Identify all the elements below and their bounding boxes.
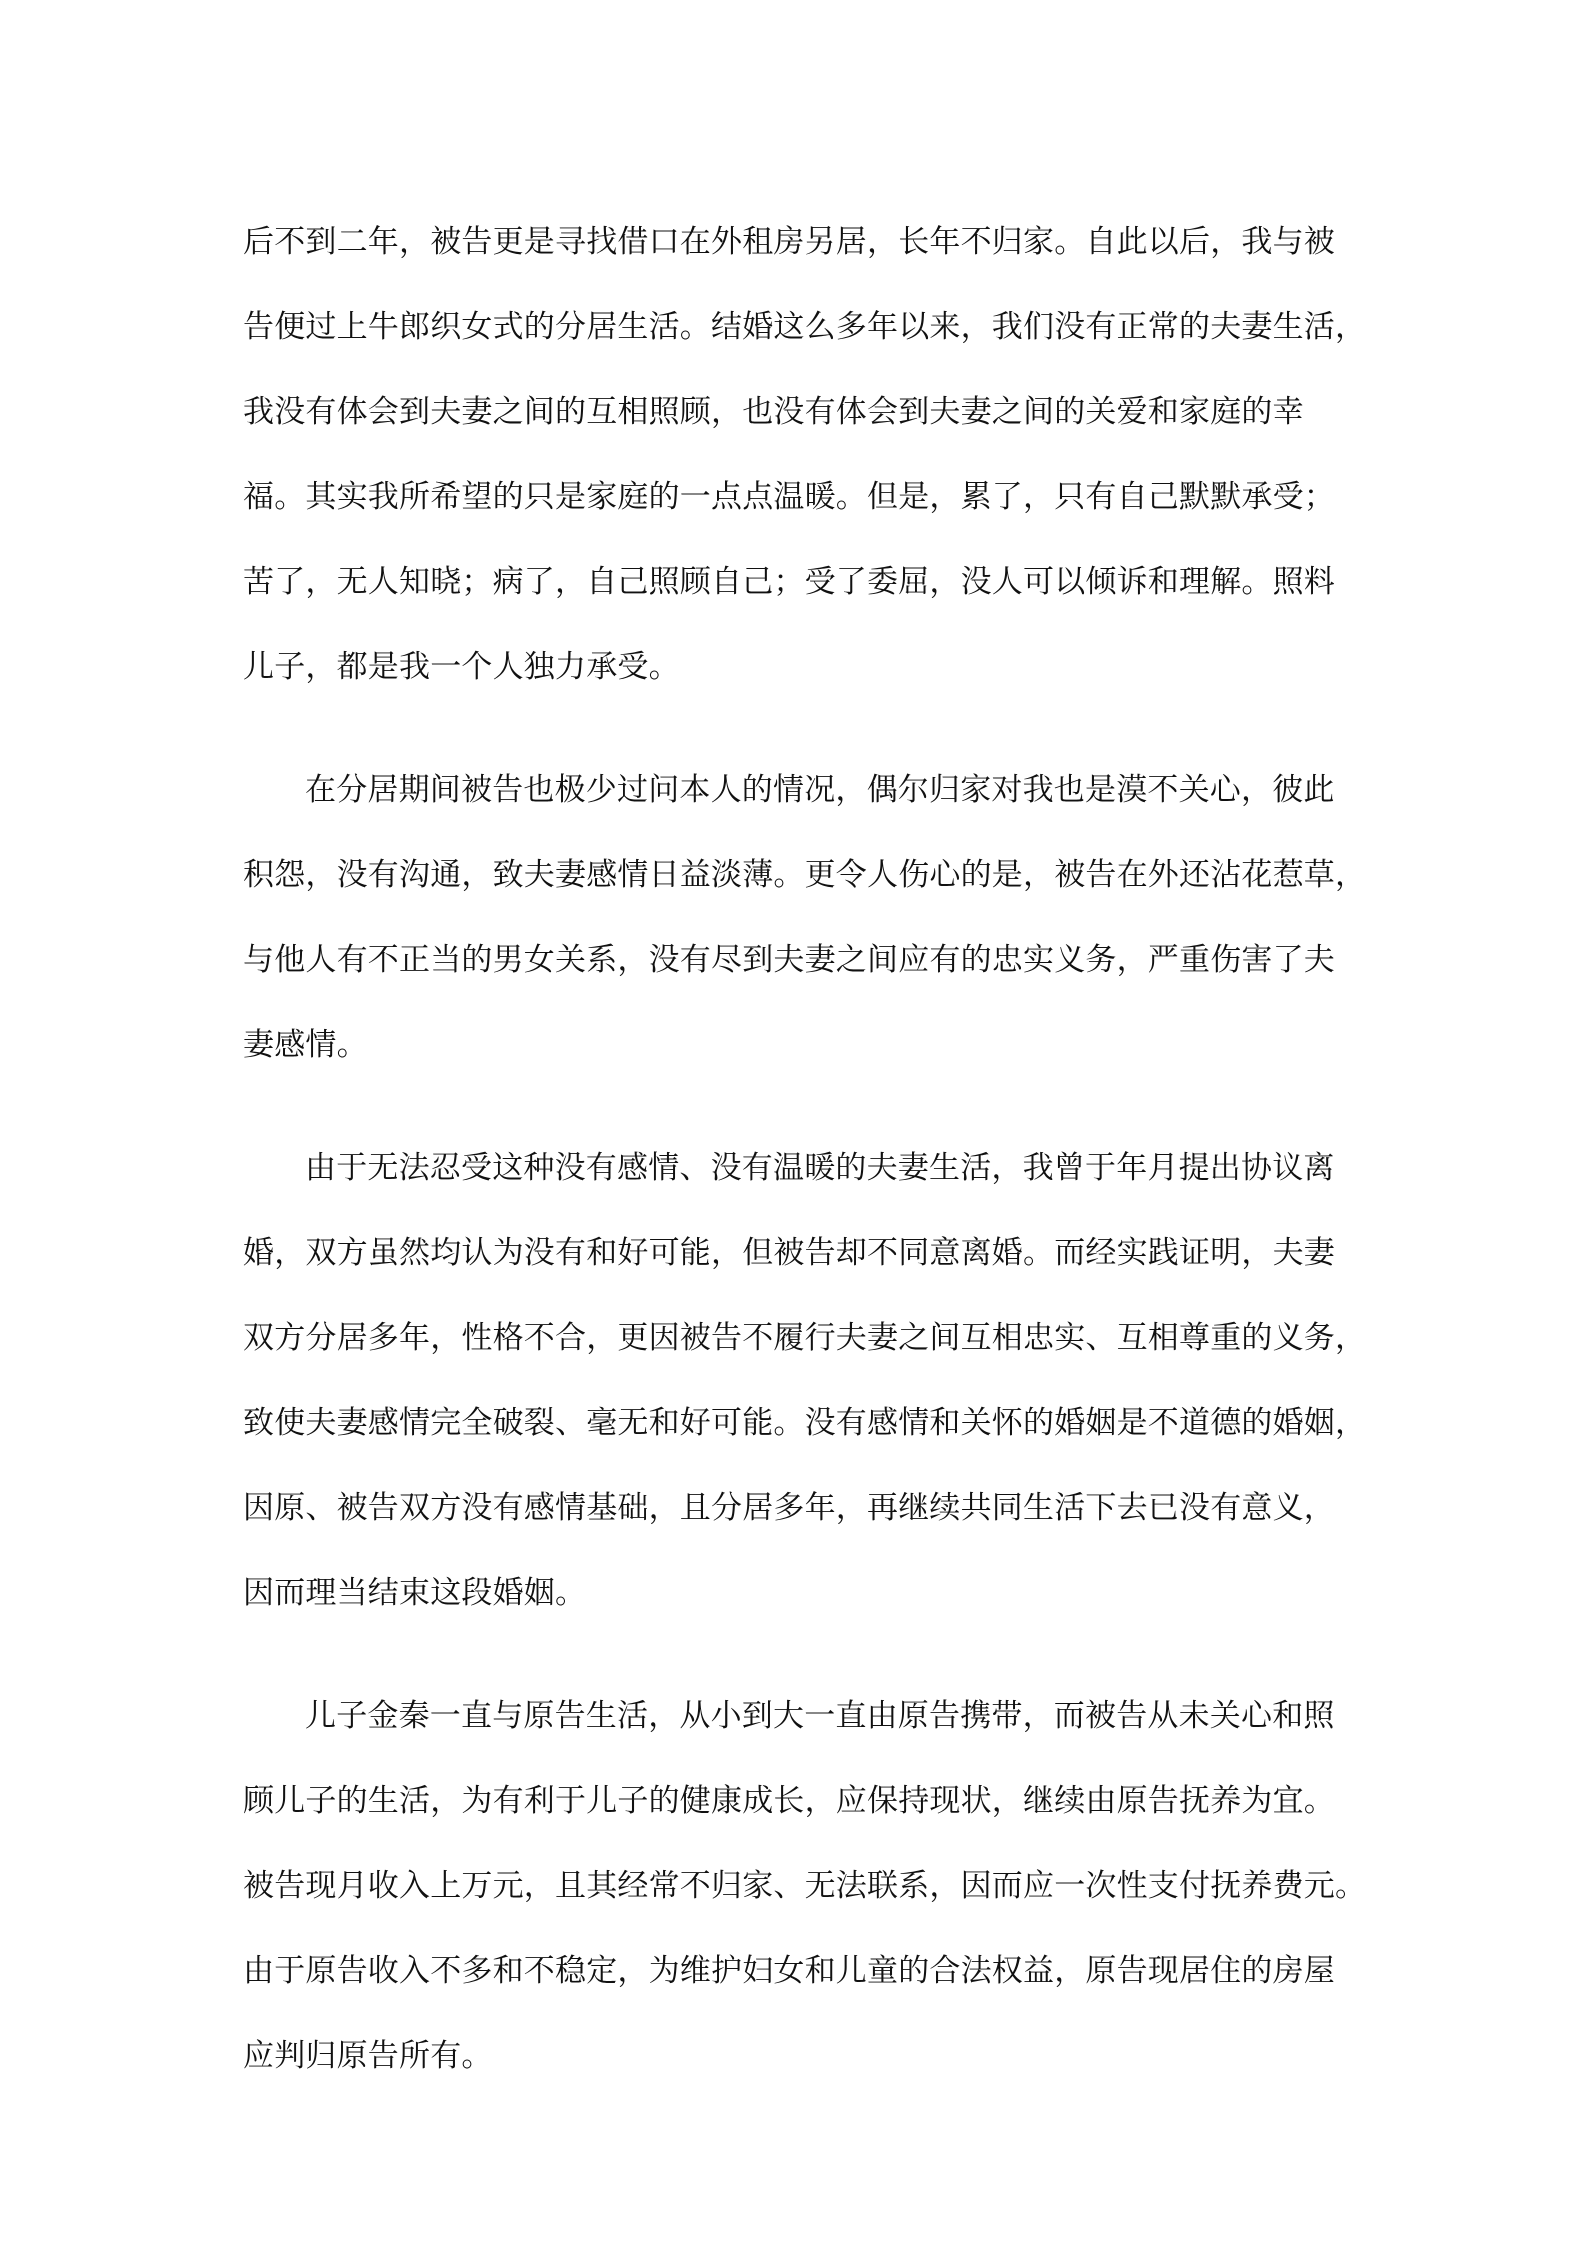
- text-line: 妻感情。: [243, 1027, 368, 1063]
- text-line: 由于原告收入不多和不稳定，为维护妇女和儿童的合法权益，原告现居住的房屋: [243, 1953, 1335, 1989]
- text-line: 儿子，都是我一个人独力承受。: [243, 649, 680, 685]
- text-line: 因而理当结束这段婚姻。: [243, 1575, 587, 1611]
- text-line: 我没有体会到夫妻之间的互相照顾，也没有体会到夫妻之间的关爱和家庭的幸: [243, 394, 1304, 430]
- paragraph-4: [243, 1674, 1367, 2099]
- text-line: 儿子金秦一直与原告生活，从小到大一直由原告携带，而被告从未关心和照: [305, 1698, 1335, 1734]
- text-line: 婚，双方虽然均认为没有和好可能，但被告却不同意离婚。而经实践证明，夫妻: [243, 1235, 1335, 1271]
- text-line: 因原、被告双方没有感情基础，且分居多年，再继续共同生活下去已没有意义，: [243, 1490, 1335, 1526]
- text-line: 苦了，无人知晓；病了，自己照顾自己；受了委屈，没人可以倾诉和理解。照料: [243, 564, 1335, 600]
- text-line: 顾儿子的生活，为有利于儿子的健康成长，应保持现状，继续由原告抚养为宜。: [243, 1783, 1335, 1819]
- text-line: 告便过上牛郎织女式的分居生活。结婚这么多年以来，我们没有正常的夫妻生活，: [243, 309, 1367, 345]
- paragraph-1: [243, 200, 1367, 710]
- document-body: [243, 200, 1367, 2099]
- text-line: 与他人有不正当的男女关系，没有尽到夫妻之间应有的忠实义务，严重伤害了夫: [243, 942, 1335, 978]
- text-line: 由于无法忍受这种没有感情、没有温暖的夫妻生活，我曾于年月提出协议离: [305, 1150, 1335, 1186]
- text-line: 被告现月收入上万元，且其经常不归家、无法联系，因而应一次性支付抚养费元。: [243, 1868, 1367, 1904]
- text-line: 致使夫妻感情完全破裂、毫无和好可能。没有感情和关怀的婚姻是不道德的婚姻，: [243, 1405, 1367, 1441]
- text-line: 积怨，没有沟通，致夫妻感情日益淡薄。更令人伤心的是，被告在外还沾花惹草，: [243, 857, 1367, 893]
- text-line: 福。其实我所希望的只是家庭的一点点温暖。但是，累了，只有自己默默承受；: [243, 479, 1335, 515]
- paragraph-spacer: [243, 1088, 1353, 1126]
- text-line: 在分居期间被告也极少过问本人的情况，偶尔归家对我也是漠不关心，彼此: [305, 772, 1335, 808]
- text-line: 双方分居多年，性格不合，更因被告不履行夫妻之间互相忠实、互相尊重的义务，: [243, 1320, 1367, 1356]
- paragraph-2: [243, 748, 1367, 1088]
- text-line: 后不到二年，被告更是寻找借口在外租房另居，长年不归家。自此以后，我与被: [243, 224, 1335, 260]
- text-line: 应判归原告所有。: [243, 2038, 493, 2074]
- paragraph-spacer: [243, 710, 1353, 748]
- paragraph-3: [243, 1126, 1367, 1636]
- paragraph-spacer: [243, 1636, 1353, 1674]
